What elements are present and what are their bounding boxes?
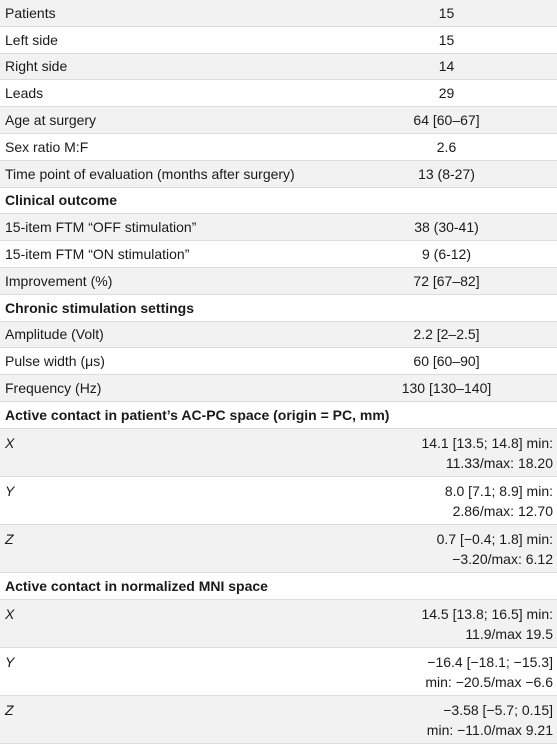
row-label: Z — [5, 530, 14, 547]
row-value: 38 (30-41) — [414, 219, 479, 236]
section-title: Active contact in normalized MNI space — [5, 577, 268, 594]
section-header — [0, 188, 557, 215]
row-label: Improvement (%) — [5, 272, 113, 289]
row-label: 15-item FTM “ON stimulation” — [5, 246, 190, 263]
value-line-2: 11.33/max: 18.20 — [445, 454, 553, 471]
row-value: 15 — [438, 4, 455, 21]
value-line-1: −16.4 [−18.1; −15.3] — [427, 653, 553, 670]
row-value: 9 (6-12) — [421, 246, 472, 263]
row-value: 64 [60–67] — [413, 112, 480, 129]
row-label: Left side — [5, 31, 58, 48]
value-line-2: 2.86/max: 12.70 — [452, 502, 553, 519]
row-label: X — [5, 434, 15, 451]
row-value: 130 [130–140] — [401, 380, 492, 397]
table-row — [0, 600, 557, 648]
table-row — [0, 348, 557, 375]
table-row — [0, 214, 557, 241]
row-label: Frequency (Hz) — [5, 380, 102, 397]
row-value — [340, 433, 557, 473]
table-row — [0, 0, 557, 27]
row-value — [340, 529, 557, 569]
row-label: Right side — [5, 58, 68, 75]
row-label: Leads — [5, 85, 44, 102]
row-label: X — [5, 605, 15, 622]
row-label: Y — [5, 653, 15, 670]
table-row — [0, 696, 557, 744]
section-title: Chronic stimulation settings — [5, 299, 195, 316]
row-value: 15 — [438, 31, 455, 48]
table-row — [0, 107, 557, 134]
row-label: 15-item FTM “OFF stimulation” — [5, 219, 197, 236]
value-line-2: min: −11.0/max 9.21 — [426, 721, 553, 738]
row-label: Patients — [5, 4, 56, 21]
table-row — [0, 268, 557, 295]
value-line-1: 8.0 [7.1; 8.9] min: — [444, 482, 553, 499]
value-line-1: 14.5 [13.8; 16.5] min: — [421, 605, 553, 622]
table-row — [0, 241, 557, 268]
section-header — [0, 402, 557, 429]
row-value — [340, 604, 557, 644]
row-label: Time point of evaluation (months after surgery) — [5, 165, 295, 182]
row-label: Sex ratio M:F — [5, 138, 89, 155]
value-line-2: 11.9/max 19.5 — [465, 625, 553, 642]
section-header — [0, 295, 557, 322]
value-line-2: min: −20.5/max −6.6 — [425, 673, 553, 690]
table-row — [0, 429, 557, 477]
row-value: 29 — [438, 85, 455, 102]
table-row — [0, 477, 557, 525]
section-title: Clinical outcome — [5, 192, 118, 209]
table-row — [0, 322, 557, 349]
row-label: Z — [5, 701, 14, 718]
row-label: Y — [5, 482, 15, 499]
table-row — [0, 80, 557, 107]
row-value: 60 [60–90] — [413, 353, 480, 370]
value-line-1: −3.58 [−5.7; 0.15] — [443, 701, 553, 718]
value-line-1: 14.1 [13.5; 14.8] min: — [421, 434, 553, 451]
row-label: Age at surgery — [5, 112, 97, 129]
table-row — [0, 648, 557, 696]
value-line-2: −3.20/max: 6.12 — [452, 550, 553, 567]
section-title: Active contact in patient’s AC-PC space (origin = PC, mm) — [5, 406, 390, 423]
table-row — [0, 134, 557, 161]
row-value: 72 [67–82] — [413, 272, 480, 289]
section-header — [0, 573, 557, 600]
table-row — [0, 375, 557, 402]
row-value: 13 (8-27) — [418, 165, 475, 182]
table-row — [0, 525, 557, 573]
row-value: 14 — [438, 58, 455, 75]
table-row — [0, 161, 557, 188]
row-label: Pulse width (μs) — [5, 353, 105, 370]
row-value — [340, 481, 557, 521]
value-line-1: 0.7 [−0.4; 1.8] min: — [436, 530, 553, 547]
table-row — [0, 27, 557, 54]
row-value — [340, 652, 557, 692]
row-label: Amplitude (Volt) — [5, 326, 104, 343]
row-value: 2.6 — [436, 138, 457, 155]
table-row — [0, 54, 557, 81]
row-value — [340, 700, 557, 740]
row-value: 2.2 [2–2.5] — [413, 326, 480, 343]
